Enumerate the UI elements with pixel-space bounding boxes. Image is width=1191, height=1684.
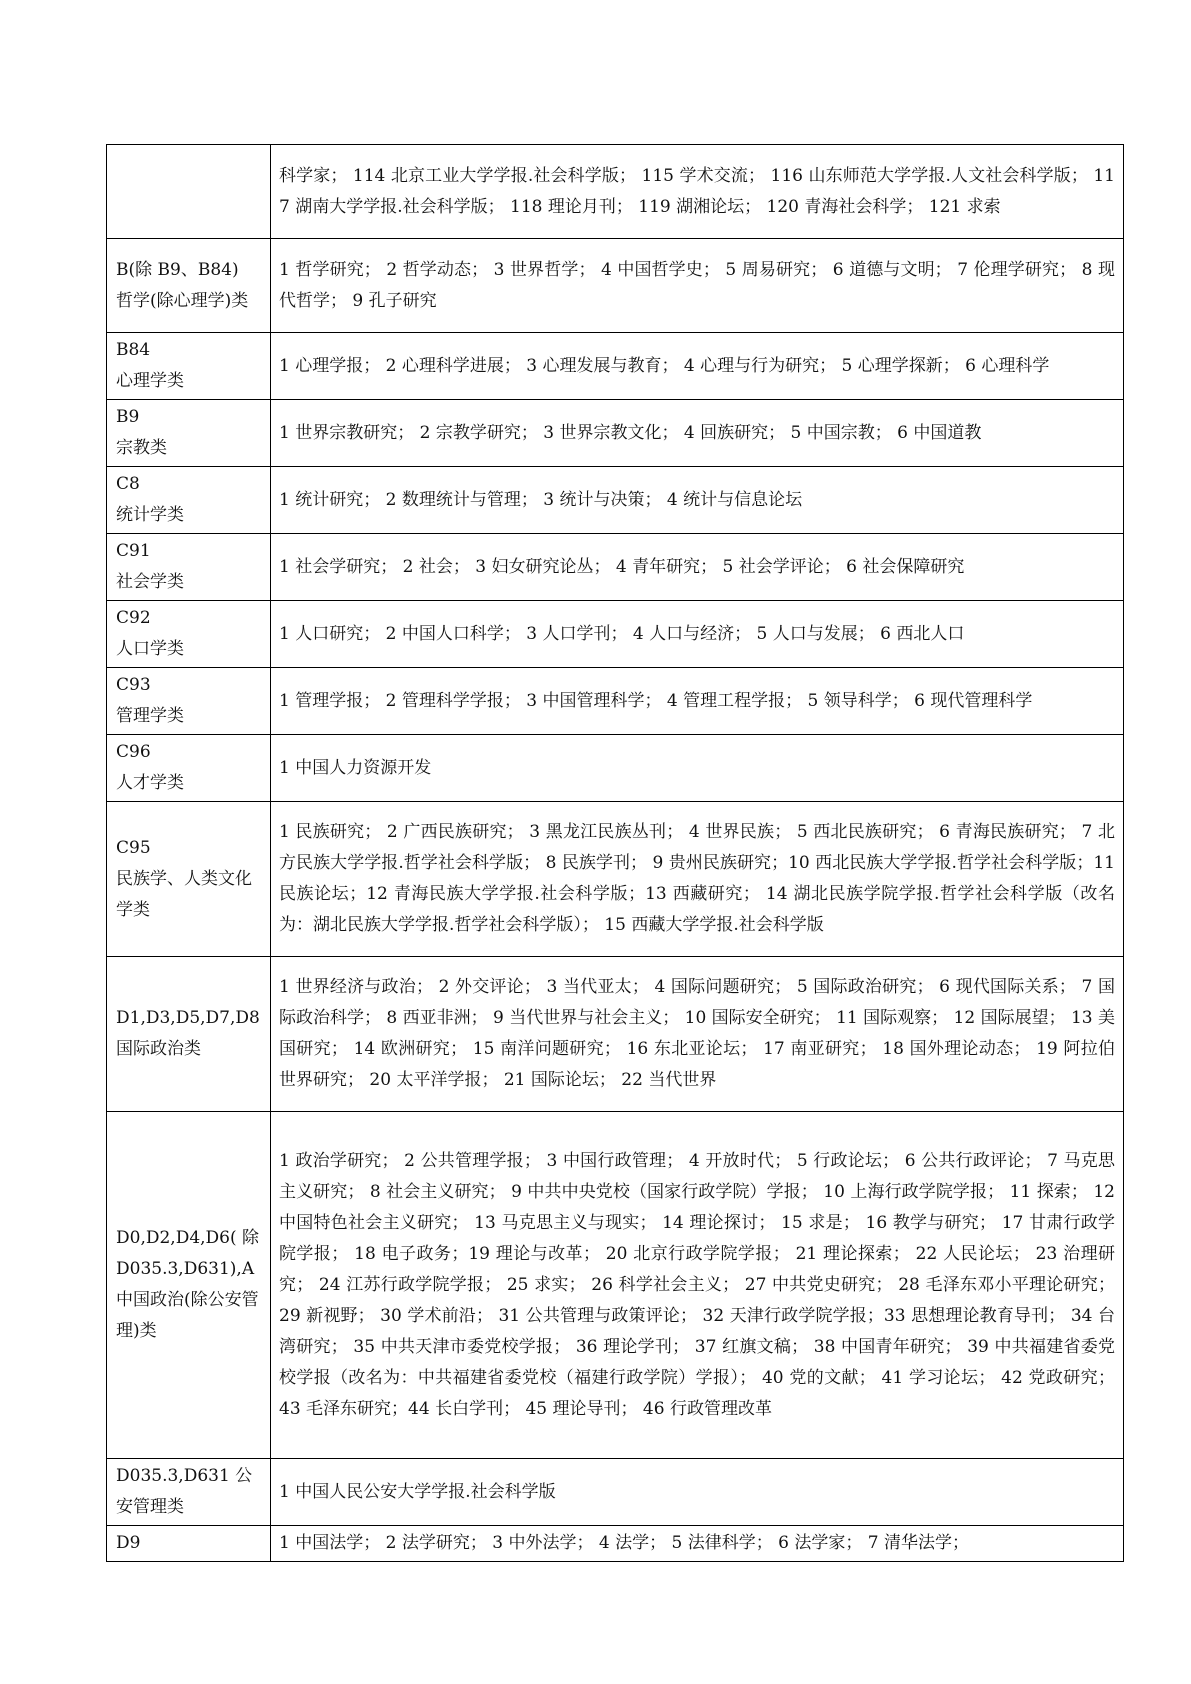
category-name: 社会学类: [116, 572, 184, 592]
category-name: 民族学、人类文化学类: [116, 868, 252, 920]
journal-list: 1 心理学报； 2 心理科学进展； 3 心理发展与教育； 4 心理与行为研究； 5 心理学探新； 6 心理科学: [271, 333, 1124, 400]
category-code: B84: [116, 340, 151, 360]
table-row: [107, 1459, 1124, 1526]
journal-list: 1 政治学研究； 2 公共管理学报； 3 中国行政管理； 4 开放时代； 5 行政论坛； 6 公共行政评论； 7 马克思主义研究； 8 社会主义研究； 9 中共中央党校（国家行政学院）学报； 10 上海行政学院学报； 11 探索； 12 中国特色社会主义研究； 13 马克思主义与现实； 14 理论探讨； 15 求是； 16 教学与研究； 17 甘肃行政学院学报； 18 电子政务；19 理论与改革； 20 北京行政学院学报； 21 理论探索； 22 人民论坛； 23 治理研究； 24 江苏行政学院学报； 25 求实； 26 科学社会主义； 27 中共党史研究； 28 毛泽东邓小平理论研究； 29 新视野； 30 学术前沿； 31 公共管理与政策评论； 32 天津行政学院学报；33 思想理论教育导刊； 34 台湾研究； 35 中共天津市委党校学报； 36 理论学刊； 37 红旗文稿； 38 中国青年研究； 39 中共福建省委党校学报（改名为：中共福建省委党校（福建行政学院）学报）； 40 党的文献； 41 学习论坛； 42 党政研究； 43 毛泽东研究；44 长白学刊； 45 理论导刊； 46 行政管理改革: [271, 1112, 1124, 1459]
category-cell: [107, 957, 271, 1112]
category-cell: [107, 333, 271, 400]
journal-category-table: [106, 144, 1124, 1562]
table-row: [107, 735, 1124, 802]
table-row: [107, 957, 1124, 1112]
table-row: [107, 1112, 1124, 1459]
category-code: C91: [116, 541, 151, 561]
table-row: [107, 400, 1124, 467]
category-name: 人才学类: [116, 773, 184, 793]
category-cell: [107, 534, 271, 601]
table-row: [107, 601, 1124, 668]
table-row: [107, 145, 1124, 239]
category-code: D1,D3,D5,D7,D8: [116, 1008, 260, 1028]
journal-list: 1 中国人力资源开发: [271, 735, 1124, 802]
category-code: D0,D2,D4,D6( 除 D035.3,D631),A: [116, 1228, 260, 1279]
table-row: [107, 668, 1124, 735]
category-name: 心理学类: [116, 371, 184, 391]
category-cell: [107, 1112, 271, 1459]
category-code: C95: [116, 837, 151, 858]
category-cell: [107, 1526, 271, 1562]
category-cell: [107, 145, 271, 239]
category-name: 管理学类: [116, 706, 184, 726]
category-name: 国际政治类: [116, 1039, 201, 1059]
category-name: 人口学类: [116, 639, 184, 659]
journal-list: 科学家； 114 北京工业大学学报.社会科学版； 115 学术交流； 116 山东师范大学学报.人文社会科学版； 117 湖南大学学报.社会科学版； 118 理论月刊； 119 湖湘论坛； 120 青海社会科学； 121 求索: [271, 145, 1124, 239]
category-code: C92: [116, 608, 151, 628]
table-row: [107, 802, 1124, 957]
category-cell: [107, 601, 271, 668]
category-code: D9: [116, 1533, 141, 1553]
category-code: B(除 B9、B84): [116, 259, 239, 280]
category-name: 宗教类: [116, 438, 167, 458]
category-cell: [107, 735, 271, 802]
journal-list: 1 民族研究； 2 广西民族研究； 3 黑龙江民族丛刊； 4 世界民族； 5 西北民族研究； 6 青海民族研究； 7 北方民族大学学报.哲学社会科学版； 8 民族学刊； 9 贵州民族研究；10 西北民族大学学报.哲学社会科学版；11 民族论坛；12 青海民族大学学报.社会科学版；13 西藏研究； 14 湖北民族学院学报.哲学社会科学版（改名为：湖北民族大学学报.哲学社会科学版）； 15 西藏大学学报.社会科学版: [271, 802, 1124, 957]
journal-list: 1 中国法学； 2 法学研究； 3 中外法学； 4 法学； 5 法律科学； 6 法学家； 7 清华法学；: [271, 1526, 1124, 1562]
journal-list: 1 社会学研究； 2 社会； 3 妇女研究论丛； 4 青年研究； 5 社会学评论； 6 社会保障研究: [271, 534, 1124, 601]
table-row: [107, 333, 1124, 400]
category-cell: [107, 668, 271, 735]
table-row: [107, 239, 1124, 333]
category-cell: [107, 400, 271, 467]
journal-list: 1 哲学研究； 2 哲学动态； 3 世界哲学； 4 中国哲学史； 5 周易研究； 6 道德与文明； 7 伦理学研究； 8 现代哲学； 9 孔子研究: [271, 239, 1124, 333]
journal-list: 1 世界经济与政治； 2 外交评论； 3 当代亚太； 4 国际问题研究； 5 国际政治研究； 6 现代国际关系； 7 国际政治科学； 8 西亚非洲； 9 当代世界与社会主义； 10 国际安全研究； 11 国际观察； 12 国际展望； 13 美国研究； 14 欧洲研究； 15 南洋问题研究； 16 东北亚论坛； 17 南亚研究； 18 国外理论动态； 19 阿拉伯世界研究； 20 太平洋学报； 21 国际论坛； 22 当代世界: [271, 957, 1124, 1112]
category-name: 哲学(除心理学)类: [116, 290, 249, 311]
category-code: D035.3,D631 公安管理类: [116, 1466, 253, 1517]
category-cell: [107, 467, 271, 534]
table-row: [107, 1526, 1124, 1562]
category-code: C96: [116, 742, 151, 762]
category-name: 统计学类: [116, 505, 184, 525]
table-row: [107, 534, 1124, 601]
journal-list: 1 世界宗教研究； 2 宗教学研究； 3 世界宗教文化； 4 回族研究； 5 中国宗教； 6 中国道教: [271, 400, 1124, 467]
journal-list: 1 中国人民公安大学学报.社会科学版: [271, 1459, 1124, 1526]
category-code: B9: [116, 407, 140, 427]
category-cell: [107, 1459, 271, 1526]
table-row: [107, 467, 1124, 534]
journal-list: 1 人口研究； 2 中国人口科学； 3 人口学刊； 4 人口与经济； 5 人口与发展； 6 西北人口: [271, 601, 1124, 668]
category-code: C8: [116, 474, 140, 494]
category-code: C93: [116, 675, 151, 695]
journal-list: 1 统计研究； 2 数理统计与管理； 3 统计与决策； 4 统计与信息论坛: [271, 467, 1124, 534]
category-cell: [107, 802, 271, 957]
category-name: 中国政治(除公安管理)类: [116, 1290, 259, 1341]
category-cell: [107, 239, 271, 333]
journal-list: 1 管理学报； 2 管理科学学报； 3 中国管理科学； 4 管理工程学报； 5 领导科学； 6 现代管理科学: [271, 668, 1124, 735]
